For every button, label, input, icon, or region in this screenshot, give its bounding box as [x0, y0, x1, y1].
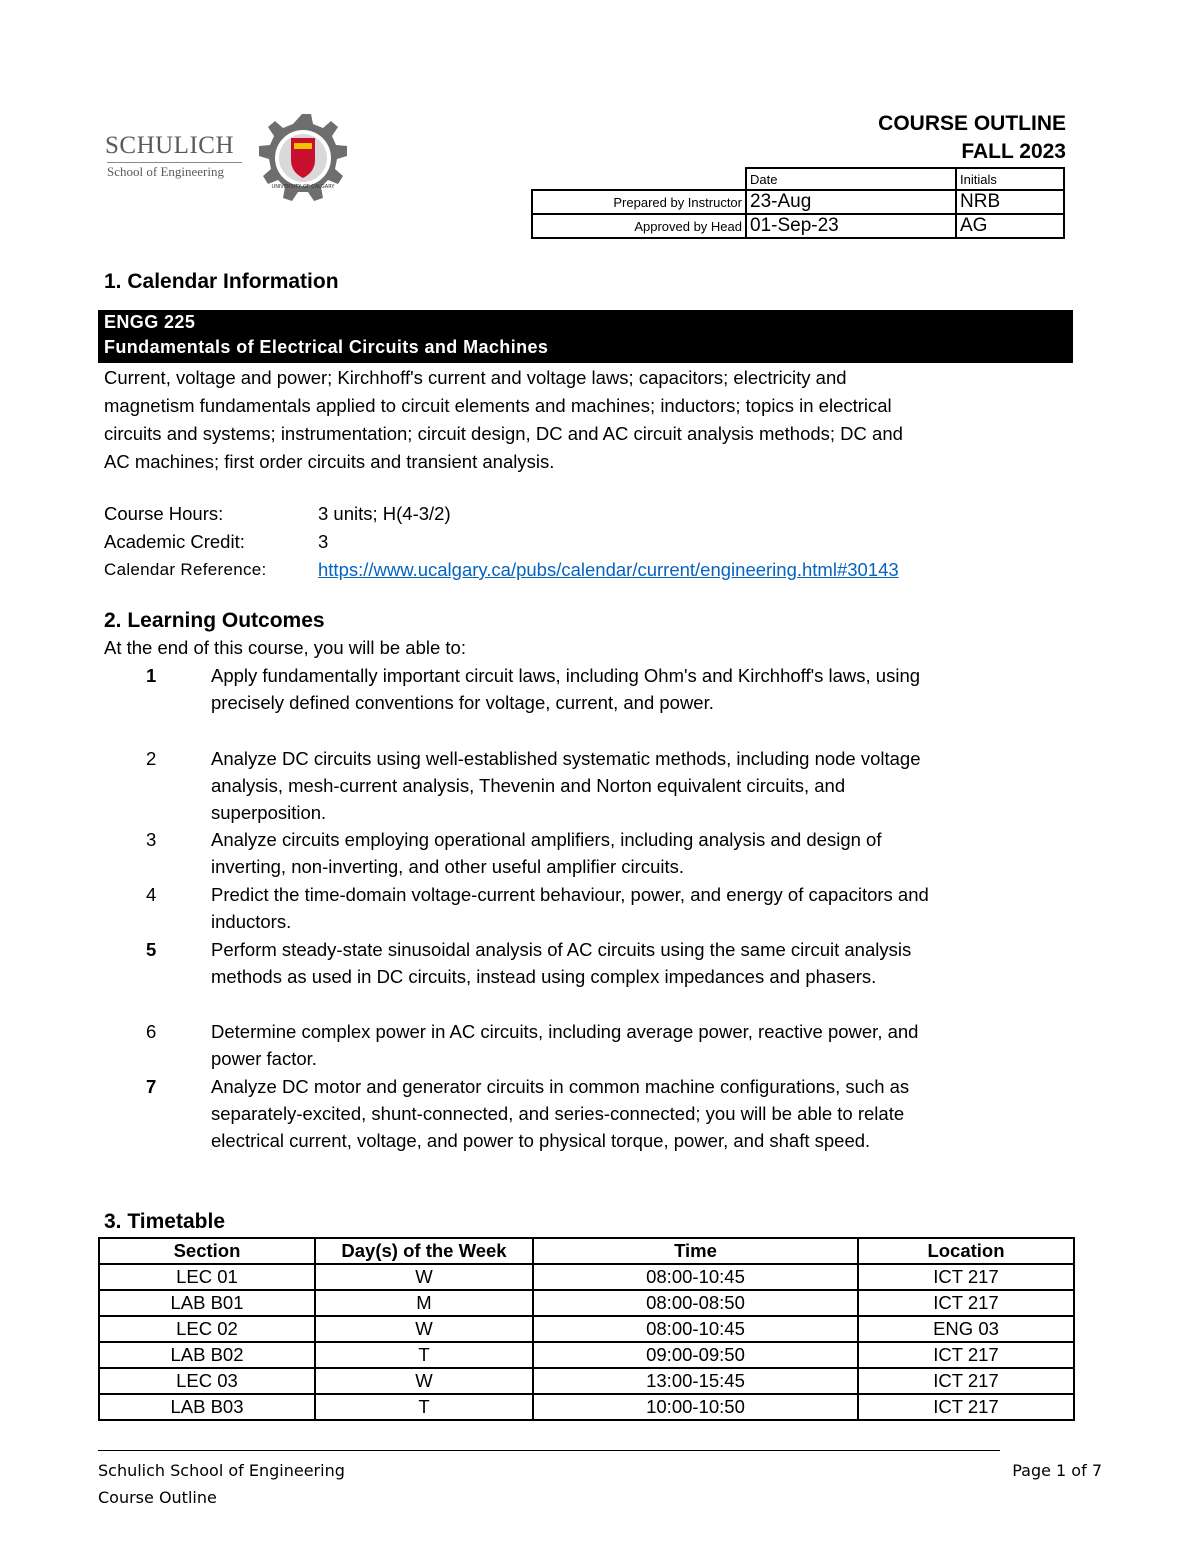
cell-location: ICT 217: [858, 1342, 1074, 1368]
outcome-number: 1: [146, 665, 157, 686]
footer-left: [98, 1457, 345, 1511]
cell-location: ICT 217: [858, 1368, 1074, 1394]
table-row: [99, 1290, 1074, 1316]
outcome-number: 3: [146, 829, 157, 850]
outcome-line: separately-excited, shunt-connected, and series-connected; you will be able to relate: [211, 1103, 905, 1124]
outcome-text: [211, 662, 1071, 716]
approval-label: Prepared by Instructor: [532, 190, 746, 214]
header-line2: FALL 2023: [961, 140, 1066, 163]
description-line: Current, voltage and power; Kirchhoff's current and voltage laws; capacitors; electricity and: [104, 367, 847, 388]
approval-row: [532, 190, 1064, 214]
outcome-line: Predict the time-domain voltage-current behaviour, power, and energy of capacitors and: [211, 884, 929, 905]
outcome-line: Determine complex power in AC circuits, including average power, reactive power, and: [211, 1021, 919, 1042]
logo-name: SCHULICH: [105, 132, 235, 159]
cell-time: 08:00-10:45: [533, 1316, 858, 1342]
col-location: Location: [858, 1238, 1074, 1264]
page-number: Page 1 of 7: [1012, 1461, 1102, 1480]
outcome-number: 2: [146, 748, 157, 769]
cell-section: LEC 03: [99, 1368, 315, 1394]
calendar-reference-link[interactable]: https://www.ucalgary.ca/pubs/calendar/current/engineering.html#30143: [318, 559, 899, 580]
outcome-number: 5: [146, 939, 157, 960]
timetable: [98, 1237, 1075, 1421]
cell-location: ENG 03: [858, 1316, 1074, 1342]
cell-time: 08:00-08:50: [533, 1290, 858, 1316]
outcome-line: analysis, mesh-current analysis, Thevenin and Norton equivalent circuits, and: [211, 775, 846, 796]
cell-location: ICT 217: [858, 1264, 1074, 1290]
footer-school: Schulich School of Engineering: [98, 1461, 345, 1480]
outcome-text: [211, 936, 1071, 990]
outcome-number: 6: [146, 1021, 157, 1042]
approval-table: [531, 167, 1065, 239]
logo-divider: [107, 162, 242, 163]
outline-header: [878, 110, 1066, 166]
table-row: [99, 1342, 1074, 1368]
col-section: Section: [99, 1238, 315, 1264]
outcome-line: Analyze DC motor and generator circuits in common machine configurations, such as: [211, 1076, 910, 1097]
col-days: Day(s) of the Week: [315, 1238, 533, 1264]
table-row: [99, 1368, 1074, 1394]
approval-date: 01-Sep-23: [746, 214, 956, 238]
course-title-bar: [98, 310, 1073, 363]
cell-section: LEC 01: [99, 1264, 315, 1290]
shield-text: UNIVERSITY OF CALGARY: [271, 184, 335, 190]
hours-label: Course Hours:: [104, 503, 224, 524]
credit-value: 3: [318, 531, 329, 552]
logo-subname: School of Engineering: [107, 164, 224, 179]
cell-section: LAB B03: [99, 1394, 315, 1420]
outcome-line: electrical current, voltage, and power to physical torque, power, and shaft speed.: [211, 1130, 871, 1151]
footer-divider: [98, 1450, 1000, 1451]
cell-time: 08:00-10:45: [533, 1264, 858, 1290]
hours-value: 3 units; H(4-3/2): [318, 503, 451, 524]
section1-heading: 1. Calendar Information: [104, 270, 339, 293]
approval-header-row: [532, 168, 1064, 190]
approval-date: 23-Aug: [746, 190, 956, 214]
course-code: ENGG 225: [104, 312, 196, 332]
schulich-logo: [105, 110, 360, 215]
description-line: circuits and systems; instrumentation; circuit design, DC and AC circuit analysis methods; DC and: [104, 423, 903, 444]
cell-time: 09:00-09:50: [533, 1342, 858, 1368]
outcome-line: Analyze circuits employing operational amplifiers, including analysis and design of: [211, 829, 882, 850]
cell-days: M: [315, 1290, 533, 1316]
outcome-line: inductors.: [211, 911, 292, 932]
outcome-line: methods as used in DC circuits, instead using complex impedances and phasers.: [211, 966, 877, 987]
outcome-number: 4: [146, 884, 157, 905]
cell-section: LEC 02: [99, 1316, 315, 1342]
cell-section: LAB B01: [99, 1290, 315, 1316]
outcome-number: 7: [146, 1076, 157, 1097]
course-title: Fundamentals of Electrical Circuits and Machines: [104, 337, 549, 357]
outcome-line: Perform steady-state sinusoidal analysis of AC circuits using the same circuit analysis: [211, 939, 912, 960]
description-line: magnetism fundamentals applied to circuit elements and machines; inductors; topics in electrical: [104, 395, 892, 416]
cell-days: T: [315, 1342, 533, 1368]
outcome-text: [211, 826, 1071, 880]
approval-col-initials: Initials: [956, 168, 1064, 190]
outcome-line: inverting, non-inverting, and other useful amplifier circuits.: [211, 856, 685, 877]
outcome-line: Analyze DC circuits using well-established systematic methods, including node voltage: [211, 748, 921, 769]
outcome-line: power factor.: [211, 1048, 317, 1069]
table-row: [99, 1264, 1074, 1290]
cell-section: LAB B02: [99, 1342, 315, 1368]
outcome-line: Apply fundamentally important circuit laws, including Ohm's and Kirchhoff's laws, using: [211, 665, 921, 686]
cell-location: ICT 217: [858, 1290, 1074, 1316]
cell-time: 13:00-15:45: [533, 1368, 858, 1394]
approval-row: [532, 214, 1064, 238]
approval-col-date: Date: [746, 168, 956, 190]
outcome-line: superposition.: [211, 802, 327, 823]
cell-days: W: [315, 1264, 533, 1290]
cell-days: W: [315, 1368, 533, 1394]
outcome-text: [211, 745, 1071, 826]
table-row: [99, 1316, 1074, 1342]
cell-days: W: [315, 1316, 533, 1342]
approval-label: Approved by Head: [532, 214, 746, 238]
reference-label: Calendar Reference:: [104, 560, 267, 579]
cell-location: ICT 217: [858, 1394, 1074, 1420]
outcomes-intro: At the end of this course, you will be able to:: [104, 637, 466, 658]
timetable-header-row: [99, 1238, 1074, 1264]
outcome-text: [211, 881, 1071, 935]
description-line: AC machines; first order circuits and transient analysis.: [104, 451, 555, 472]
credit-label: Academic Credit:: [104, 531, 245, 552]
header-line1: COURSE OUTLINE: [878, 112, 1066, 135]
gear-icon: [245, 110, 360, 215]
outcome-text: [211, 1018, 1071, 1072]
course-description: [104, 364, 1064, 476]
cell-days: T: [315, 1394, 533, 1420]
col-time: Time: [533, 1238, 858, 1264]
outcome-line: precisely defined conventions for voltage, current, and power.: [211, 692, 714, 713]
cell-time: 10:00-10:50: [533, 1394, 858, 1420]
approval-initials: NRB: [956, 190, 1064, 214]
outcome-text: [211, 1073, 1071, 1154]
table-row: [99, 1394, 1074, 1420]
approval-initials: AG: [956, 214, 1064, 238]
section3-heading: 3. Timetable: [104, 1210, 225, 1233]
section2-heading: 2. Learning Outcomes: [104, 609, 325, 632]
footer-doc: Course Outline: [98, 1488, 217, 1507]
